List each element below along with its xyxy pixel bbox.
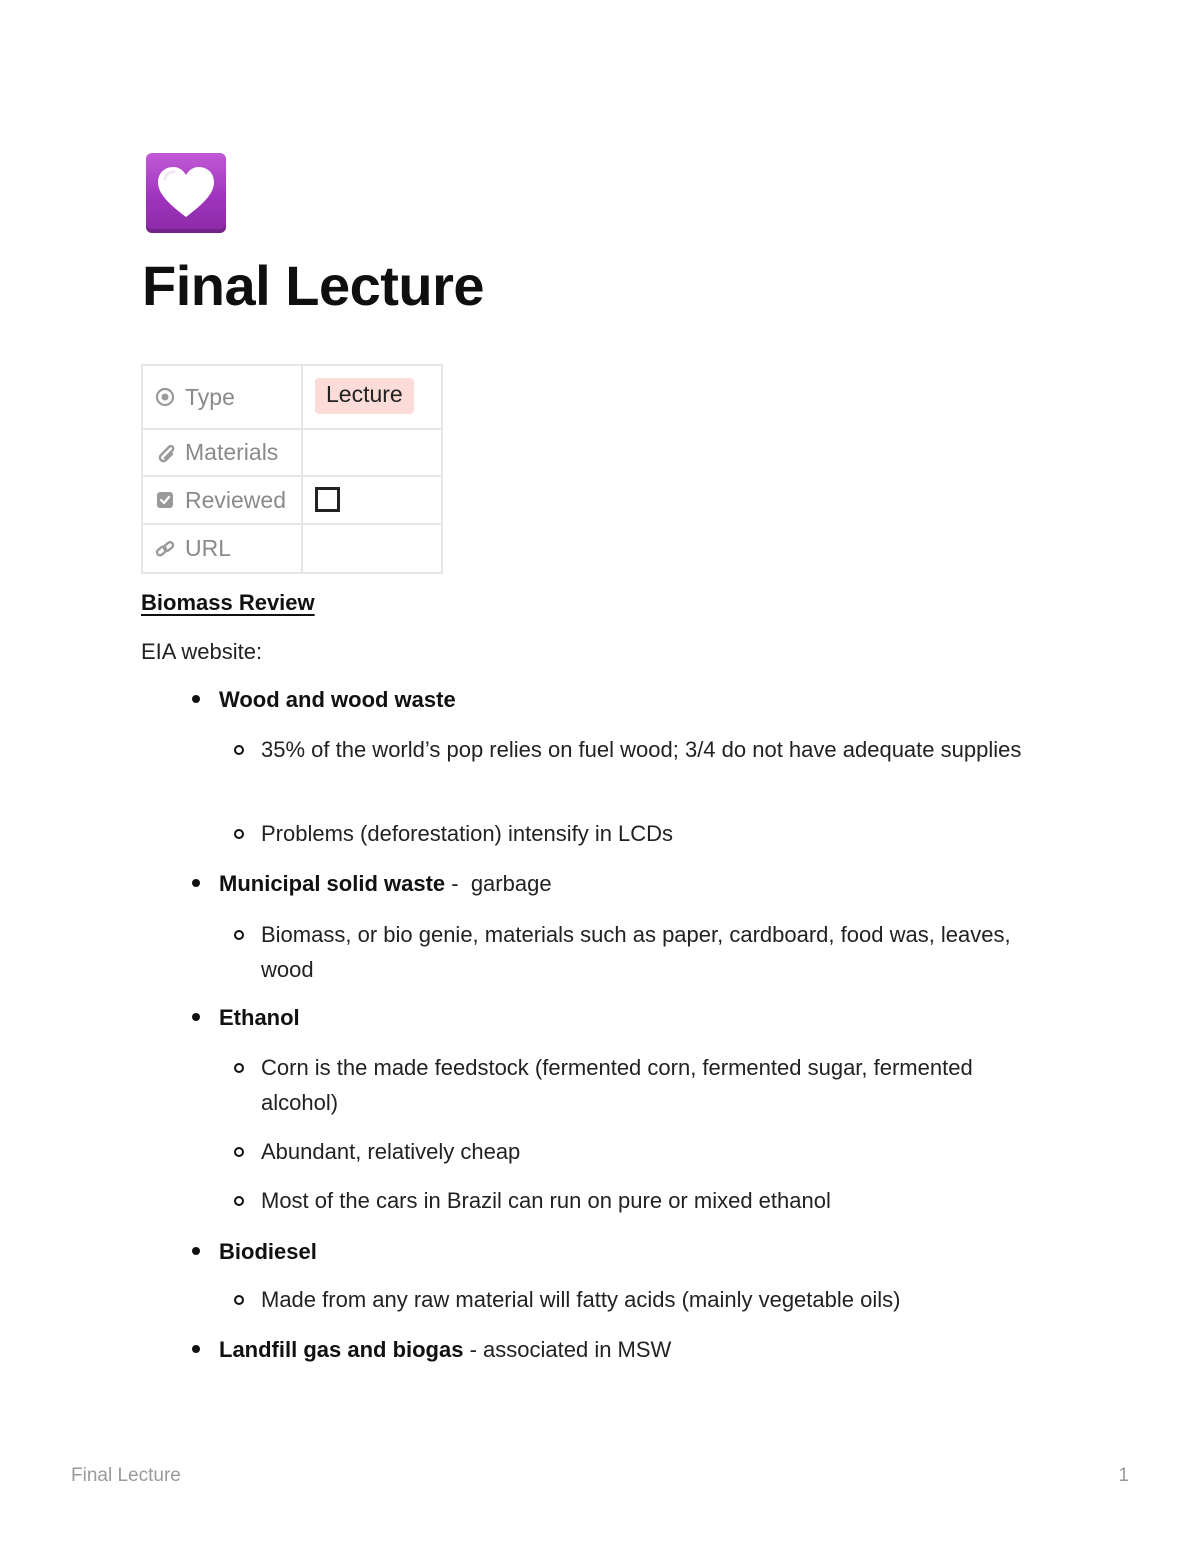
purple-heart-icon <box>146 153 226 233</box>
status-icon <box>155 387 175 407</box>
list-item-bold: Municipal solid waste <box>219 871 446 896</box>
list-item-bold: Wood and wood waste <box>219 687 456 712</box>
property-key <box>142 476 302 524</box>
list-item <box>261 917 1041 987</box>
bullet-disc <box>192 1345 200 1353</box>
list-item <box>261 816 1041 851</box>
property-key-label: URL <box>185 535 232 561</box>
bullet-circle <box>234 930 244 940</box>
biomass-review-heading[interactable]: Biomass Review <box>141 590 315 615</box>
paperclip-icon <box>155 443 175 463</box>
list-item-text: Abundant, relatively cheap <box>261 1139 521 1164</box>
property-key <box>142 365 302 429</box>
property-row-reviewed <box>142 476 442 524</box>
list-item-text: Biomass, or bio genie, materials such as paper, cardboard, food was, leaves, wood <box>261 922 1011 982</box>
property-key-label: Materials <box>185 439 279 465</box>
bullet-circle <box>234 1147 244 1157</box>
property-value[interactable] <box>302 365 442 429</box>
property-row-type <box>142 365 442 429</box>
list-item <box>219 1234 1079 1269</box>
property-value[interactable] <box>302 476 442 524</box>
list-item-bold: Biodiesel <box>219 1239 317 1264</box>
list-item-rest: - associated in MSW <box>463 1337 672 1362</box>
list-item <box>261 732 1041 767</box>
property-key <box>142 524 302 573</box>
list-item <box>261 1282 1041 1317</box>
property-key <box>142 429 302 476</box>
bullet-disc <box>192 1013 200 1021</box>
list-item <box>261 1134 1041 1169</box>
bullet-disc <box>192 695 200 703</box>
bullet-disc <box>192 1247 200 1255</box>
bullet-disc <box>192 879 200 887</box>
list-item-text: Problems (deforestation) intensify in LCDs <box>261 821 674 846</box>
property-row-url <box>142 524 442 573</box>
reviewed-checkbox[interactable] <box>315 487 340 512</box>
intro-text: EIA website: <box>141 639 263 664</box>
list-item <box>219 682 1079 717</box>
properties-table <box>141 364 443 574</box>
property-key-label: Reviewed <box>185 486 286 513</box>
list-item-rest: - garbage <box>445 871 552 896</box>
page-title: Final Lecture <box>142 254 485 317</box>
list-item <box>261 1183 1041 1218</box>
list-item <box>219 1000 1079 1035</box>
list-item-text: Made from any raw material will fatty acids (mainly vegetable oils) <box>261 1287 901 1312</box>
bullet-circle <box>234 1295 244 1305</box>
bullet-circle <box>234 745 244 755</box>
property-row-materials <box>142 429 442 476</box>
property-key-label: Type <box>185 383 235 410</box>
list-item-text: Corn is the made feedstock (fermented corn, fermented sugar, fermented alcohol) <box>261 1055 973 1115</box>
footer-page-number: 1 <box>1118 1465 1129 1486</box>
bullet-circle <box>234 1196 244 1206</box>
link-icon <box>155 539 175 559</box>
property-value[interactable] <box>302 429 442 476</box>
list-item-text: 35% of the world’s pop relies on fuel wood; 3/4 do not have adequate supplies <box>261 737 1022 762</box>
list-item <box>261 1050 1041 1120</box>
list-item <box>219 1332 1079 1367</box>
list-item-text: Most of the cars in Brazil can run on pure or mixed ethanol <box>261 1188 831 1213</box>
list-item-bold: Ethanol <box>219 1005 300 1030</box>
type-tag[interactable]: Lecture <box>315 378 414 414</box>
footer-title: Final Lecture <box>71 1465 181 1486</box>
list-item-bold: Landfill gas and biogas <box>219 1337 464 1362</box>
property-value[interactable] <box>302 524 442 573</box>
checkbox-property-icon <box>155 490 175 510</box>
bullet-circle <box>234 1063 244 1073</box>
bullet-circle <box>234 829 244 839</box>
list-item <box>219 866 1079 901</box>
